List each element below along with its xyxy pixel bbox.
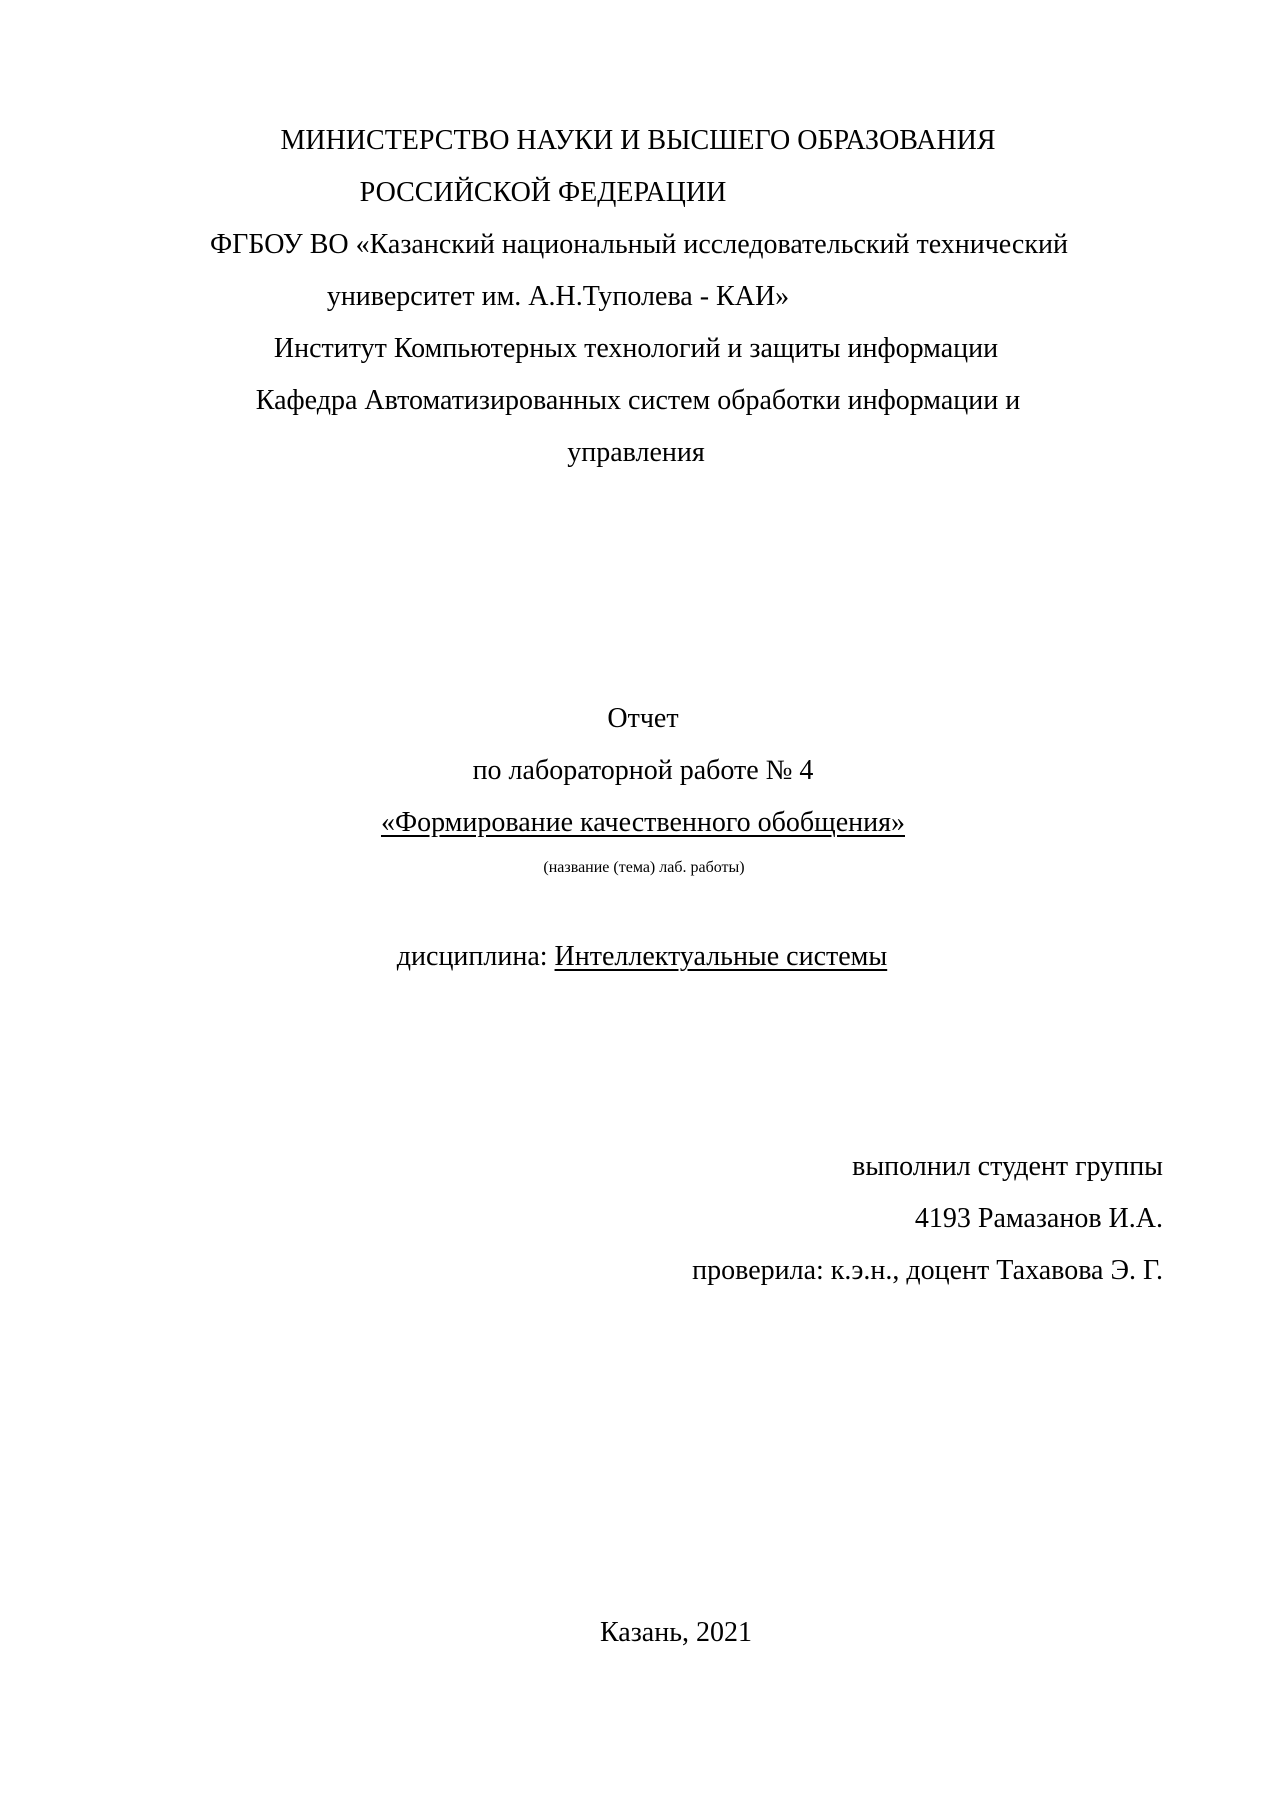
department-line-2: управления <box>567 437 705 468</box>
report-topic <box>3 806 1280 840</box>
ministry-line-2: РОССИЙСКОЙ ФЕДЕРАЦИИ <box>359 177 727 208</box>
topic-caption: (название (тема) лаб. работы) <box>543 859 745 876</box>
university-line-1: ФГБОУ ВО «Казанский национальный исследовательский технический <box>210 229 1068 260</box>
report-subtitle: по лабораторной работе № 4 <box>472 755 814 786</box>
performed-by-line: выполнил студент группы <box>852 1151 1163 1182</box>
discipline-line <box>2 940 1280 974</box>
department-line-1: Кафедра Автоматизированных систем обработки информации и <box>255 385 1021 416</box>
student-line: 4193 Рамазанов И.А. <box>914 1203 1163 1234</box>
city-year: Казань, 2021 <box>600 1617 752 1648</box>
checked-by-line: проверила: к.э.н., доцент Тахавова Э. Г. <box>692 1255 1163 1286</box>
ministry-line-1: МИНИСТЕРСТВО НАУКИ И ВЫСШЕГО ОБРАЗОВАНИЯ <box>280 125 996 156</box>
discipline-value: Интеллектуальные системы <box>554 941 888 972</box>
discipline-label: дисциплина: <box>396 941 555 972</box>
institute-line: Институт Компьютерных технологий и защиты информации <box>273 333 999 364</box>
report-title: Отчет <box>607 703 679 734</box>
report-topic-text: «Формирование качественного обобщения» <box>380 807 905 838</box>
university-line-2: университет им. А.Н.Туполева - КАИ» <box>326 281 790 312</box>
